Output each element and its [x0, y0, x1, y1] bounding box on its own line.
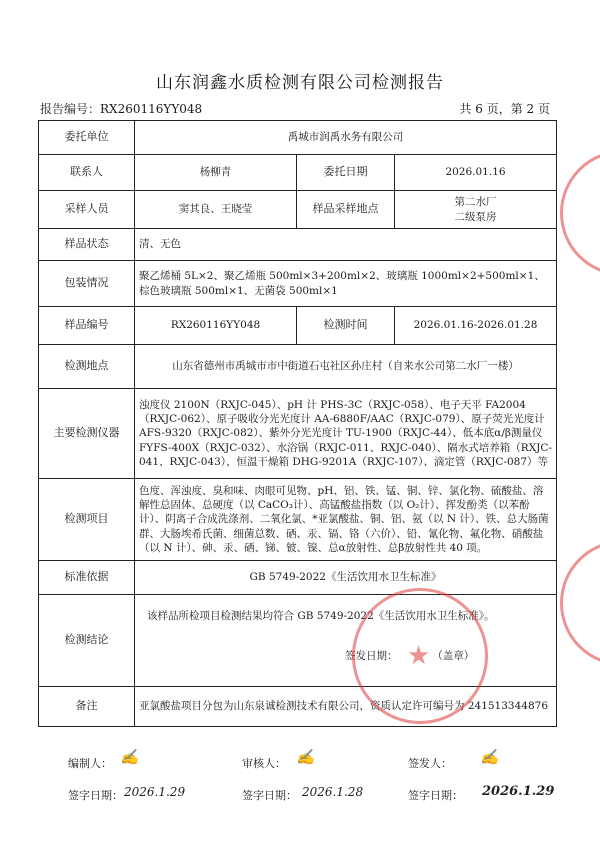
sampling-site-value: 第二水厂 二级泵房 [395, 191, 557, 229]
commission-date-label: 委托日期 [297, 155, 395, 191]
status-value: 清、无色 [135, 229, 557, 261]
row-sample-no [39, 307, 557, 345]
sample-no-value: RX260116YY048 [135, 307, 297, 345]
status-label: 样品状态 [39, 229, 135, 261]
issuer-date: 2026.1.29 [482, 784, 555, 799]
seal-stamp-icon [352, 588, 488, 724]
items-value: 色度、浑浊度、臭和味、肉眼可见物、pH、铝、铁、锰、铜、锌、氯化物、硫酸盐、溶解性总固体、总硬度（以 CaCO₃计）、高锰酸盐指数（以 O₂计）、挥发酚类（以苯酚计）、阴离子合成洗涤剂、二氧化氯、*亚氯酸盐、铜、铝、氨（以 N 计）、铁、总大肠菌群、大肠埃希氏菌、细菌总数、硒、汞、镉、铬（六价）、铅、氰化物、氟化物、硝酸盐（以 N 计）、砷、汞、硒、锑、铍、镍、总α放射性、总β放射性共 40 项。 [135, 479, 557, 561]
compiler-signature: ✍ [120, 748, 139, 766]
page-indicator: 共 6 页，第 2 页 [459, 102, 550, 116]
issue-date-label: 签发日期： [345, 650, 398, 662]
report-number [40, 100, 202, 117]
reviewer-signature: ✍ [296, 748, 315, 766]
row-contact [39, 155, 557, 191]
edge-seal-bottom-icon [560, 540, 600, 666]
report-number-value: RX260116YY048 [100, 102, 203, 116]
seal-star-icon: ★ [407, 641, 431, 671]
row-status [39, 229, 557, 261]
instruments-label: 主要检测仪器 [39, 389, 135, 479]
row-standard [39, 561, 557, 595]
standard-label: 标准依据 [39, 561, 135, 595]
conclusion-label: 检测结论 [39, 595, 135, 687]
test-date-value: 2026.01.16-2026.01.28 [395, 307, 557, 345]
row-packaging [39, 261, 557, 307]
reviewer-date-label: 签字日期： [242, 789, 297, 802]
packaging-value: 聚乙烯桶 5L×2、聚乙烯瓶 500ml×3+200ml×2、玻璃瓶 1000ml×2+500ml×1、棕色玻璃瓶 500ml×1、无菌袋 500ml×1 [135, 261, 557, 307]
row-items [39, 479, 557, 561]
edge-seal-top-icon [560, 150, 600, 276]
conclusion-cell [135, 595, 557, 687]
packaging-label: 包装情况 [39, 261, 135, 307]
sampling-site-label: 样品采样地点 [297, 191, 395, 229]
issuer-date-label: 签字日期： [408, 789, 463, 802]
report-number-label: 报告编号： [40, 102, 101, 116]
sample-no-label: 样品编号 [39, 307, 135, 345]
test-site-label: 检测地点 [39, 345, 135, 389]
contact-label: 联系人 [39, 155, 135, 191]
sampler-value: 窦其良、王晓莹 [135, 191, 297, 229]
standard-value: GB 5749-2022《生活饮用水卫生标准》 [135, 561, 557, 595]
report-title: 山东润鑫水质检测有限公司检测报告 [156, 73, 444, 93]
commission-date-value: 2026.01.16 [395, 155, 557, 191]
items-label: 检测项目 [39, 479, 135, 561]
compiler-label: 编制人： [68, 757, 112, 770]
test-date-label: 检测时间 [297, 307, 395, 345]
conclusion-value: 该样品所检项目检测结果均符合 GB 5749-2022《生活饮用水卫生标准》。 [147, 610, 495, 622]
contact-value: 杨柳青 [135, 155, 297, 191]
row-remarks [39, 687, 557, 727]
seal-label: （盖章） [437, 650, 475, 662]
sampler-label: 采样人员 [39, 191, 135, 229]
row-instruments [39, 389, 557, 479]
client-value: 禹城市润禹水务有限公司 [135, 121, 557, 155]
reviewer-date: 2026.1.28 [302, 785, 364, 799]
row-test-site [39, 345, 557, 389]
remarks-value: 亚氯酸盐项目分包为山东泉诚检测技术有限公司，资质认定许可编号为 241513344876 [135, 687, 557, 727]
reviewer-label: 审核人： [242, 757, 286, 770]
compiler-date: 2026.1.29 [124, 785, 186, 799]
row-sampler [39, 191, 557, 229]
issuer-label: 签发人： [408, 757, 452, 770]
remarks-label: 备注 [39, 687, 135, 727]
instruments-value: 浊度仪 2100N（RXJC-045）、pH 计 PHS-3C（RXJC-058）、电子天平 FA2004（RXJC-062）、原子吸收分光光度计 AA-6880F/AAC（RXJC-079）、原子荧光光度计 AFS-9320（RXJC-082）、紫外分光光度计 TU-1900（RXJC-44）、低本底α/β测量仪 FYFS-400X（RXJC-032）、水浴锅（RXJC-011、RXJC-040）、隔水式培养箱（RXJC-041、RXJC-043）、恒温干燥箱 DHG-9201A（RXJC-107）、滴定管（RXJC-087）等 [135, 389, 557, 479]
row-client [39, 121, 557, 155]
compiler-date-label: 签字日期： [68, 789, 123, 802]
issuer-signature: ✍ [480, 748, 499, 766]
client-label: 委托单位 [39, 121, 135, 155]
test-site-value: 山东省德州市禹城市市中街道石屯社区孙庄村（自来水公司第二水厂一楼） [135, 345, 557, 389]
